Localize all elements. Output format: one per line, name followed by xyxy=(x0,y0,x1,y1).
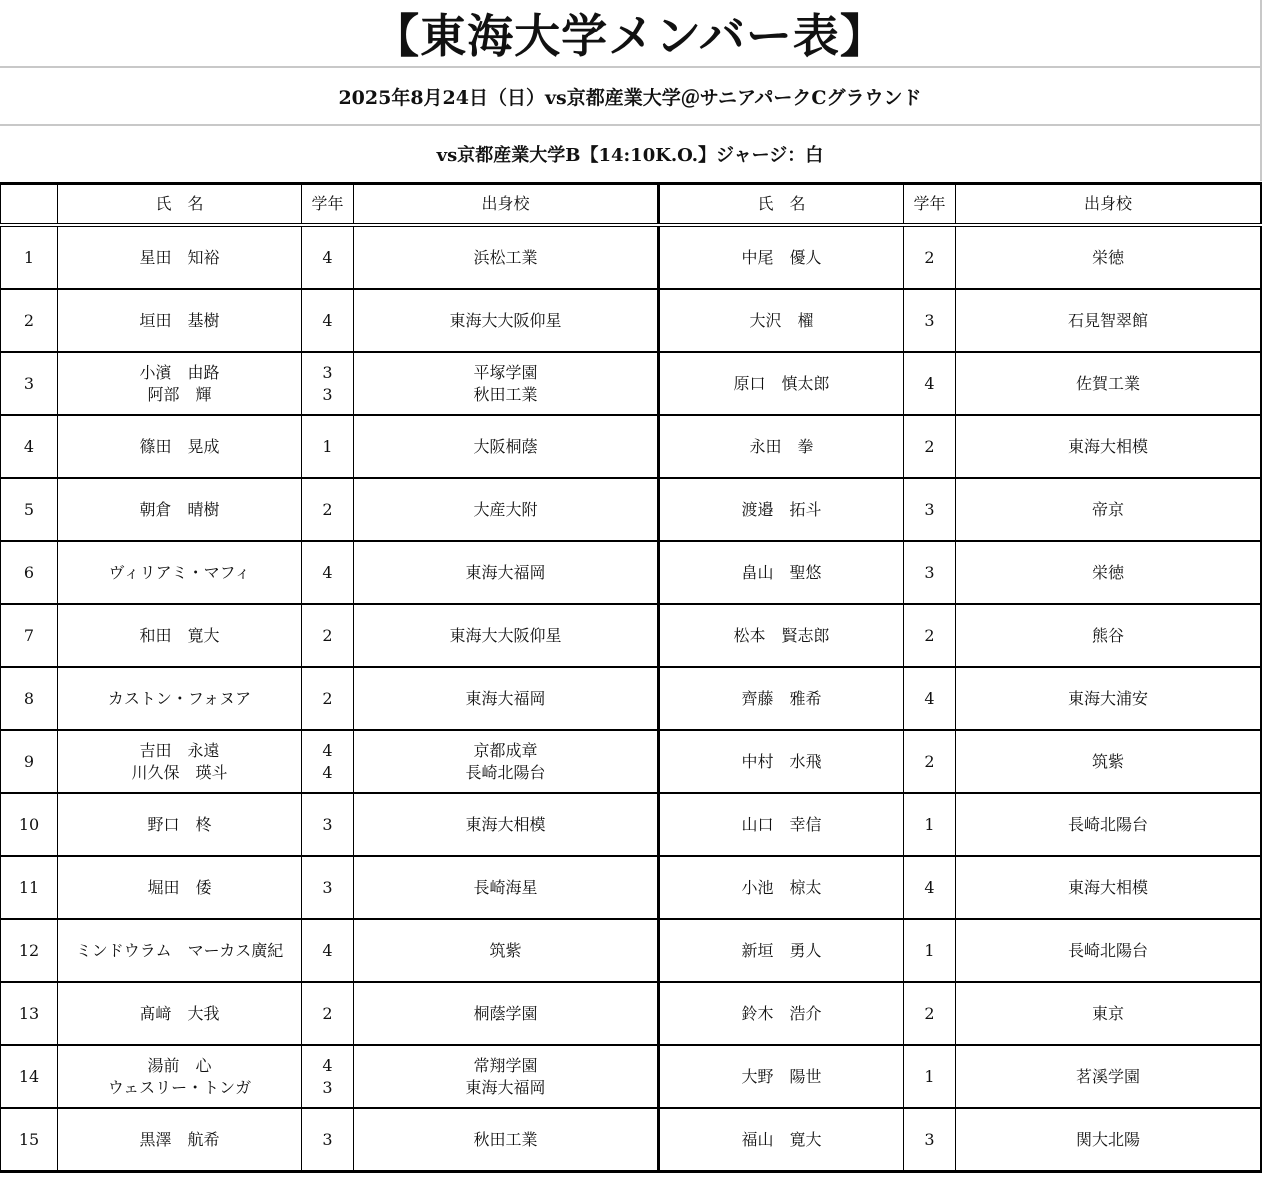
player-school-right: 栄徳 xyxy=(956,541,1262,604)
player-school-right: 石見智翠館 xyxy=(956,289,1262,352)
page-title: 【東海大学メンバー表】 xyxy=(0,0,1262,68)
player-grade-left xyxy=(302,415,354,478)
player-grade-left xyxy=(302,541,354,604)
player-grade-left xyxy=(302,352,354,415)
player-grade-left-line: 3 xyxy=(322,814,333,834)
player-name-left xyxy=(58,730,302,793)
player-name-left-line: 垣田 基樹 xyxy=(139,310,220,330)
player-school-right: 茗溪学園 xyxy=(956,1045,1262,1108)
table-row xyxy=(1,793,1262,856)
player-grade-left-line: 3 xyxy=(322,1129,333,1149)
player-school-left-line: 東海大福岡 xyxy=(465,1077,546,1097)
player-school-left xyxy=(354,604,659,667)
player-name-left-line: 野口 柊 xyxy=(147,814,212,834)
header-name-left: 氏 名 xyxy=(58,184,302,226)
match-subtitle: vs京都産業大学B【14:10K.O.】ジャージ：白 xyxy=(0,126,1262,181)
player-school-left-line: 東海大福岡 xyxy=(465,562,546,582)
player-school-left xyxy=(354,541,659,604)
player-school-right: 栄徳 xyxy=(956,225,1262,289)
player-school-left xyxy=(354,919,659,982)
table-row xyxy=(1,1108,1262,1172)
player-name-left xyxy=(58,604,302,667)
player-grade-left xyxy=(302,1108,354,1172)
player-grade-right: 1 xyxy=(904,919,956,982)
roster-body xyxy=(1,225,1262,1172)
player-name-left xyxy=(58,541,302,604)
player-name-right: 新垣 勇人 xyxy=(659,919,904,982)
player-name-left xyxy=(58,415,302,478)
player-grade-left-line: 4 xyxy=(322,762,333,782)
header-name-right: 氏 名 xyxy=(659,184,904,226)
player-name-left-line: 堀田 倭 xyxy=(147,877,212,897)
player-name-right: 小池 椋太 xyxy=(659,856,904,919)
row-number: 8 xyxy=(1,667,58,730)
player-school-right: 長崎北陽台 xyxy=(956,919,1262,982)
player-grade-left-line: 4 xyxy=(322,247,333,267)
player-name-right: 原口 慎太郎 xyxy=(659,352,904,415)
player-school-right: 佐賀工業 xyxy=(956,352,1262,415)
row-number: 5 xyxy=(1,478,58,541)
player-school-left-line: 大阪桐蔭 xyxy=(473,436,538,456)
table-row xyxy=(1,919,1262,982)
row-number: 14 xyxy=(1,1045,58,1108)
table-row xyxy=(1,289,1262,352)
row-number: 9 xyxy=(1,730,58,793)
player-name-left-line: 和田 寛大 xyxy=(139,625,220,645)
row-number: 7 xyxy=(1,604,58,667)
player-name-left xyxy=(58,793,302,856)
player-grade-left xyxy=(302,225,354,289)
player-school-left xyxy=(354,289,659,352)
player-school-right: 東海大相模 xyxy=(956,856,1262,919)
table-row xyxy=(1,1045,1262,1108)
player-name-left-line: 阿部 輝 xyxy=(147,384,212,404)
row-number: 12 xyxy=(1,919,58,982)
player-name-right: 畠山 聖悠 xyxy=(659,541,904,604)
player-grade-right: 3 xyxy=(904,289,956,352)
player-name-left xyxy=(58,478,302,541)
player-school-right: 東海大相模 xyxy=(956,415,1262,478)
table-row xyxy=(1,730,1262,793)
header-school-right: 出身校 xyxy=(956,184,1262,226)
player-grade-right: 3 xyxy=(904,541,956,604)
player-name-left-line: ヴィリアミ・マフィ xyxy=(108,562,251,582)
header-num xyxy=(1,184,58,226)
row-number: 2 xyxy=(1,289,58,352)
header-school-left: 出身校 xyxy=(354,184,659,226)
player-school-left xyxy=(354,856,659,919)
player-name-left xyxy=(58,1045,302,1108)
player-grade-right: 3 xyxy=(904,1108,956,1172)
player-school-left xyxy=(354,225,659,289)
player-grade-right: 2 xyxy=(904,604,956,667)
player-grade-left-line: 3 xyxy=(322,1077,333,1097)
header-grade-left: 学年 xyxy=(302,184,354,226)
player-grade-left-line: 4 xyxy=(322,562,333,582)
header-grade-right: 学年 xyxy=(904,184,956,226)
player-school-right: 帝京 xyxy=(956,478,1262,541)
roster-table xyxy=(0,182,1262,1173)
player-grade-left-line: 3 xyxy=(322,384,333,404)
player-name-right: 鈴木 浩介 xyxy=(659,982,904,1045)
player-grade-left-line: 4 xyxy=(322,310,333,330)
player-name-left xyxy=(58,1108,302,1172)
player-name-left-line: 黒澤 航希 xyxy=(139,1129,220,1149)
player-school-right: 筑紫 xyxy=(956,730,1262,793)
table-row xyxy=(1,604,1262,667)
player-grade-left xyxy=(302,982,354,1045)
player-school-right: 熊谷 xyxy=(956,604,1262,667)
player-school-right: 長崎北陽台 xyxy=(956,793,1262,856)
player-school-left-line: 東海大大阪仰星 xyxy=(449,625,562,645)
player-grade-left xyxy=(302,793,354,856)
player-school-left-line: 京都成章 xyxy=(473,740,538,760)
player-grade-left xyxy=(302,289,354,352)
table-row xyxy=(1,225,1262,289)
player-school-left-line: 長崎海星 xyxy=(473,877,538,897)
player-name-left-line: 篠田 晃成 xyxy=(139,436,220,456)
player-grade-left xyxy=(302,1045,354,1108)
player-grade-left xyxy=(302,730,354,793)
player-school-left xyxy=(354,793,659,856)
player-name-left-line: ミンドウラム マーカス廣紀 xyxy=(75,940,284,960)
player-school-left-line: 東海大大阪仰星 xyxy=(449,310,562,330)
player-school-left-line: 桐蔭学園 xyxy=(473,1003,538,1023)
player-grade-left-line: 2 xyxy=(322,1003,333,1023)
table-row xyxy=(1,478,1262,541)
player-name-left-line: 星田 知裕 xyxy=(139,247,220,267)
player-name-left xyxy=(58,919,302,982)
table-row xyxy=(1,352,1262,415)
player-school-left-line: 長崎北陽台 xyxy=(465,762,546,782)
player-school-right: 東京 xyxy=(956,982,1262,1045)
table-row xyxy=(1,856,1262,919)
match-info: 2025年8月24日（日）vs京都産業大学＠サニアパークCグラウンド xyxy=(0,68,1262,126)
row-number: 6 xyxy=(1,541,58,604)
player-name-right: 福山 寛大 xyxy=(659,1108,904,1172)
player-name-left xyxy=(58,289,302,352)
player-grade-right: 2 xyxy=(904,730,956,793)
row-number: 11 xyxy=(1,856,58,919)
player-grade-right: 2 xyxy=(904,225,956,289)
row-number: 4 xyxy=(1,415,58,478)
player-grade-left-line: 1 xyxy=(322,436,333,456)
player-name-left xyxy=(58,225,302,289)
player-name-right: 永田 拳 xyxy=(659,415,904,478)
player-school-left xyxy=(354,730,659,793)
row-number: 10 xyxy=(1,793,58,856)
player-grade-right: 4 xyxy=(904,667,956,730)
player-school-left xyxy=(354,1108,659,1172)
player-school-left xyxy=(354,478,659,541)
player-school-left xyxy=(354,1045,659,1108)
row-number: 3 xyxy=(1,352,58,415)
player-school-left-line: 浜松工業 xyxy=(473,247,538,267)
player-grade-left-line: 2 xyxy=(322,625,333,645)
player-grade-left xyxy=(302,919,354,982)
player-grade-left-line: 2 xyxy=(322,688,333,708)
player-name-left-line: 小濱 由路 xyxy=(139,362,220,382)
player-grade-right: 2 xyxy=(904,415,956,478)
row-number: 13 xyxy=(1,982,58,1045)
player-name-left-line: カストン・フォヌア xyxy=(107,688,252,708)
player-grade-left-line: 4 xyxy=(322,1055,333,1075)
player-grade-left xyxy=(302,856,354,919)
player-name-left xyxy=(58,352,302,415)
player-name-right: 山口 幸信 xyxy=(659,793,904,856)
player-school-left-line: 東海大福岡 xyxy=(465,688,546,708)
player-grade-right: 3 xyxy=(904,478,956,541)
player-school-right: 東海大浦安 xyxy=(956,667,1262,730)
player-school-left-line: 筑紫 xyxy=(489,940,522,960)
player-name-right: 大沢 櫂 xyxy=(659,289,904,352)
table-row xyxy=(1,541,1262,604)
player-name-right: 中村 水飛 xyxy=(659,730,904,793)
player-name-right: 渡邉 拓斗 xyxy=(659,478,904,541)
player-school-left-line: 秋田工業 xyxy=(473,1129,538,1149)
player-school-right: 関大北陽 xyxy=(956,1108,1262,1172)
player-name-right: 齊藤 雅希 xyxy=(659,667,904,730)
player-name-left xyxy=(58,667,302,730)
player-name-left xyxy=(58,856,302,919)
player-school-left-line: 平塚学園 xyxy=(473,362,538,382)
player-name-right: 松本 賢志郎 xyxy=(659,604,904,667)
player-school-left-line: 大産大附 xyxy=(473,499,538,519)
player-grade-right: 4 xyxy=(904,352,956,415)
table-row xyxy=(1,415,1262,478)
row-number: 15 xyxy=(1,1108,58,1172)
player-grade-right: 4 xyxy=(904,856,956,919)
player-name-left xyxy=(58,982,302,1045)
player-grade-left-line: 3 xyxy=(322,362,333,382)
player-grade-left-line: 2 xyxy=(322,499,333,519)
player-name-left-line: 吉田 永遠 xyxy=(139,740,220,760)
player-grade-left-line: 4 xyxy=(322,940,333,960)
table-row xyxy=(1,667,1262,730)
player-grade-left xyxy=(302,478,354,541)
header-row xyxy=(1,184,1262,226)
player-school-left-line: 東海大相模 xyxy=(465,814,546,834)
player-grade-left-line: 4 xyxy=(322,740,333,760)
player-name-left-line: 髙﨑 大我 xyxy=(139,1003,220,1023)
player-grade-right: 1 xyxy=(904,793,956,856)
player-school-left xyxy=(354,415,659,478)
player-school-left-line: 常翔学園 xyxy=(473,1055,538,1075)
player-grade-right: 2 xyxy=(904,982,956,1045)
player-name-left-line: 川久保 瑛斗 xyxy=(131,762,228,782)
player-grade-right: 1 xyxy=(904,1045,956,1108)
player-name-left-line: 湯前 心 xyxy=(147,1055,212,1075)
player-school-left xyxy=(354,667,659,730)
player-grade-left xyxy=(302,604,354,667)
row-number: 1 xyxy=(1,225,58,289)
player-school-left xyxy=(354,982,659,1045)
player-grade-left xyxy=(302,667,354,730)
player-name-left-line: ウェスリー・トンガ xyxy=(107,1077,252,1097)
player-name-left-line: 朝倉 晴樹 xyxy=(139,499,220,519)
player-grade-left-line: 3 xyxy=(322,877,333,897)
player-school-left xyxy=(354,352,659,415)
player-school-left-line: 秋田工業 xyxy=(473,384,538,404)
table-row xyxy=(1,982,1262,1045)
player-name-right: 大野 陽世 xyxy=(659,1045,904,1108)
player-name-right: 中尾 優人 xyxy=(659,225,904,289)
